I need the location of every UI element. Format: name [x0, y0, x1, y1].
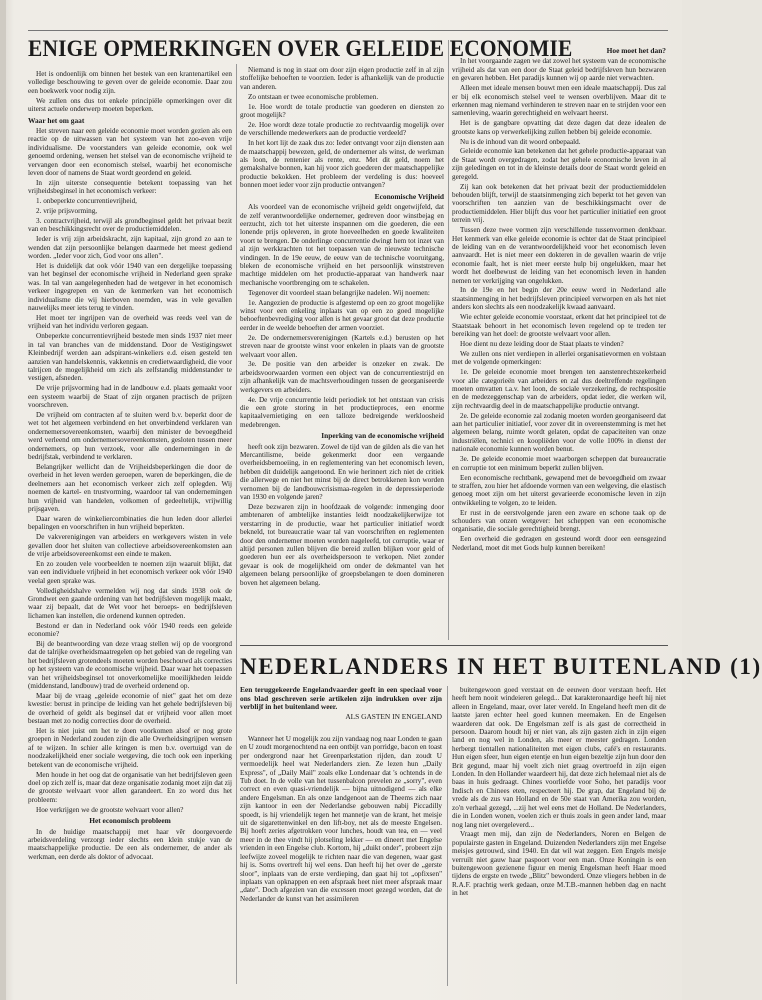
second-article-column-2 [452, 686, 666, 984]
paragraph: 3e. De positie van den arbeider is onzeker en zwak. De arbeidsvoorwaarden vormen een object van de concurrentiestrijd en zijn afhankelijk van de machtsverhoudingen tussen de georganiseerde werkgevers en arbeiders. [240, 360, 444, 394]
section-subheading: Economische Vrijheid [374, 191, 444, 201]
paragraph: Men houde in het oog dat de organisatie van het bedrijfsleven geen doel op zich zelf is, maar dat deze organisatie zodanig moet zijn dat zij de grootste welvaart voor allen garandeert. En zo word dus het probleem: [28, 770, 232, 804]
article-column-1 [28, 70, 232, 980]
paragraph: En zo zouden vele voorbeelden te noemen zijn waaruit blijkt, dat van een individuele vrijheid in het economisch verkeer ook vóór 1940 veelal geen sprake was. [28, 559, 232, 585]
paragraph: Een economische rechtbank, gewapend met de bevoegdheid om zwaar te straffen, zou hier het afdoende vormen van een welgeving, die elastisch genoeg moet zijn om het uiterst gevarieerde economische leven in zijn ontwikkeling te volgen, zo te leiden. [452, 473, 666, 507]
article-subhead: ALS GASTEN IN ENGELAND [345, 711, 442, 721]
article-column-3 [452, 44, 666, 646]
column-rule [236, 64, 237, 984]
paragraph: Wanneer het U mogelijk zou zijn vandaag nog naar Londen te gaan en U zoudt morgenochtend na een ontbijt van porridge, bacon en toast per ondergrond naar het Greenparkstation rijden, dan zoudt U vermoedelijk heel wat Nederlanders zien. Ze lezen hun „Daily Express", of „Daily Mail" zoals elke Londenaar dat 's ochtends in de Tub doet. In de volle van het tussenbalcon prevelen ze „sorry", even correct en even quasi-vriendelijk — bijna uitnodigend — als elke andere Engelsman. En als onze landgenoot aan de Theems zich naar zijn kantoor in een der Nederlandse gebouwen nabij Piccadilly spoedt, is hij vriendelijk tegen het mannetje van de krant, het meisje uit de sigarettenwinkel en den lift-boy, net als de meeste Engelsen. Bij hoeft zeries afgetrokken voor lunches, houdt van tea, en — veel meer in de thee vindt hij plotseling lekker — en dineert met Engelse vrienden in een Engelse club. Kortom, hij „duikt onder", probeert zijn leefwijze zoveel mogelijk te richten naar die van degenen, waar gast hij is. Soms overtreft hij wel eens. Dan heeft hij het over de „gerste sloor", inplaats van de erste verdieping, dan gaat hij tot „opfixsen" inplaats van opknappen en een afspraak heet niet meer afspraak maar „date". Doch afgezien van die excessen moet gezegd worden, dat de Nederlander de kunst van het assimileren [240, 735, 442, 903]
paragraph: In zijn uiterste consequentie betekent toepassing van het vrijheidsbeginsel in het economisch verkeer: [28, 178, 232, 196]
paragraph: In het kort lijt de zaak dus zo: Ieder ontvangt voor zijn diensten aan de maatschappij bewezen, geld, de ondernemer als winst, de werkman als loon, de rentenier als rente, enz. Met dit geld, noem het gemakshalve bonnen, kan hij voor zich goederen der maatschappelijke productie bekokken. Het probleem der verdeling is dus: hoeveel bonnen moet ieder voor zijn productie ontvangen? [240, 139, 444, 190]
paragraph: 2e. Hoe wordt deze totale productie zo rechtvaardig mogelijk over de verschillende medewerkers aan de productie verdeeld? [240, 120, 444, 138]
paragraph: Tussen deze twee vormen zijn verschillende tussenvormen denkbaar. Het kenmerk van elke geleide economie is echter dat de Staat principieel de leiding van en de verantwoordelijkheid voor het economisch leven aanvaardt. Het is niet meer een dokteren in de gevallen waarin de vrije economie faalt, het is niet meer eerste hulp bij ongelukken, maar het wordt het doelbewust de leiding van het economisch leven in handen nemen ter verkrijging van ongelukken. [452, 226, 666, 285]
paragraph: Zo ontstaan er twee economische problemen. [248, 92, 379, 101]
paragraph: We zullen ons niet verdiepen in allerlei organisatievormen en volstaan met de volgende opmerkingen: [452, 349, 666, 367]
section-subheading: Hoe moet het dan? [606, 46, 666, 55]
paragraph: Vraagt men mij, dan zijn de Nederlanders, Noren en Belgen de populairste gasten in Engeland. Duizenden Nederlanders zijn met Engelse meisjes getrouwd, sind 1940. En dat wil wat zeggen. Een Engels meisje verruilt niet gauw haar paspoort voor een man. Onze Koningin is een buitengewoon gezienene figuur en menig Engelsman heeft Haar moed tijdens de ergste en twede „Blitz" bewonderd. Onze vliegers hebben in de R.A.F. prachtig werk gedaan, onze M.T.B.-mannen hebben dag en nacht in het [452, 830, 666, 898]
paragraph: Volledigheidshalve vermelden wij nog dat sinds 1938 ook de Grondwet een gaande ordening van het bedrijfsleven mogelijk maakt, waar zij bepaalt, dat de Wet voor het beroeps- en bedrijfsleven lichamen kan instellen, die ordenend kunnen optreden. [28, 586, 232, 620]
paragraph: Nu is de inhoud van dit woord onbepaald. [460, 137, 581, 146]
paragraph: 4e. De vrije concurrentie leidt periodiek tot het ontstaan van crisis die een grote storing in het productieproces, een enorme kapitaalvernietiging en een talloze bedreigende werkloosheid medebrengen. [240, 395, 444, 429]
paragraph: 1. onbeperkte concurrentievrijheid, [36, 197, 137, 206]
top-rule [28, 30, 668, 31]
paragraph: Daar waren de winkeliercombinaties die hun leden door allerlei bepalingen en voorschriften in hun vrijheid beperkten. [28, 514, 232, 532]
paragraph: Het is niet juist om het te doen voorkomen alsof er nog grote groepen in Nederland zouden zijn die alle Overheidsingrijpen wensen af te wijzen. In schier alle kringen is men b.v. overtuigd van de noodzakelijkheid ener sociale wetgeving, die toch ook een inperking betekent van de economische vrijheid. [28, 727, 232, 769]
article-lead [240, 686, 442, 721]
paragraph: 2e. De ondernemersverenigingen (Kartels e.d.) berusten op het streven naar de grootste winst voor enkelen in plaats van de grootste welvaart voor allen. [240, 333, 444, 359]
paragraph: Onbeperkte concurrentievrijheid bestede men sinds 1937 niet meer in tal van branches van de middenstand. Door de Vestigingswet Kleinbedrijf werden aan adspirant-winkeliers e.d. eisen gesteld ten aanzien van handelskennis, vakkennis en credietwaardigheid, die voor talrijcen de mogelijkheid om zich als zelfstandig middenstander te vestigen, afsneden. [28, 332, 232, 383]
paragraph: 3e. De geleide economie moet waarborgen scheppen dat bureaucratie en corruptie tot een minimum beperkt zullen blijven. [452, 455, 666, 472]
paragraph: 1e. De geleide economie moet brengen ten aanstenrechtszekerheid voor alle categorieën van arbeiders en zal dus deeltreffende regelingen moeten omvatten t.a.v. het loon, de sociale verzekering, de rechtspositie en de medezeggenschap van de arbeiders, opdat ieder, die werken wil, zijn rechtvaardig deel in de maatschappelijke productie ontvangt. [452, 368, 666, 410]
paragraph: Het moet ter ingrijpen van de overheid was reeds veel van de vrijheid van het individu verloren gegaan. [28, 313, 232, 331]
paragraph: Geleide economie kan betekenen dat het gehele productie-apparaat van de Staat wordt overgedragen, zodat het gehele economische leven in al zijn geledingen en tot in de kleinste details door de Staat wordt geleid en geregeld. [452, 147, 666, 181]
paragraph: Belangrijker wellicht dan de Vrijheidsbeperkingen die door de overheid in het leven werden geroepen, waren de beperkingen, die de deelnemers aan het economisch verkeer zich zelf oplegden. Wij noemen de kartel- en trustvorming, waardoor tal van ondernemingen hun vrijheid van handelen, volkomen of gedeeltelijk, vrijwillig prijsgaven. [28, 462, 232, 513]
paragraph: In de huidige maatschappij met haar vêr doorgevoerde arbeidsverdeling verzorgt ieder slechts een klein stukje van de maatschappelijke productie. De een als ondernemer, de ander als werkman, een derde als doktor of advocaat. [28, 827, 232, 861]
paragraph: Het streven naar een geleide economie moet worden gezien als een reactie op de uitwassen van het systeem van het zoo-even vrije individualisme. De voorstanders van geleide economie, ook wel genoemd ordening, wensen het stelsel van de economische vrijheid te vervangen door een economisch stelsel, waarbij het economische leven door of namens de Staat wordt geordend en geleid. [28, 126, 232, 177]
paragraph: Hoe verkrijgen we de grootste welvaart voor allen? [36, 805, 184, 814]
paragraph: In de 19e en het begin der 20e eeuw werd in Nederland alle staatsinmenging in het bedrijfsleven principieel verworpen en als het niet anders kon slechts als een noodzakelijk kwaad aanvaard. [452, 286, 666, 312]
page-edge-shadow [0, 0, 6, 1000]
paragraph: Tegenover dit voordeel staan belangrijke nadelen. Wij noemen: [248, 288, 430, 297]
paragraph: 3. contractvrijheid, terwijl als grondbeginsel geldt het privaat bezit van en beschikkingsrecht over de productiemiddelen. [28, 217, 232, 234]
paragraph: Een overheid die gedragen en gesteund wordt door een eensgezind Nederland, moet dit met Gods hulp kunnen bereiken! [452, 535, 666, 552]
paragraph: 1e. Aangezien de productie is afgestemd op een zo groot mogelijke winst voor een enkeling inplaats van op een zo goed mogelijke behoeftenbevrediging voor allen is het gevaar groot dat deze productie eerder in de weelde behoeften der armen voorziet. [240, 298, 444, 332]
column-rule [448, 40, 449, 640]
paragraph: De vrijheid om contracten af te sluiten werd b.v. beperkt door de wet tot het algemeen verbindend en het onverbindend verklaren van ondernemersovereenkomsten, waarbij den minister de bevoegdheid werd verleend om ondernemersovereenkomsten, gesloten tussen meer ondernemers, op hun verzoek, voor alle ondernemingen in de bedrijfstak, verbindend te verklaren. [28, 410, 232, 461]
paragraph: Er rust in de eerstvolgende jaren een zware en schone taak op de schouders van onzen wetgever: het scheppen van een economische organisatie, die sociale gerechtigheid brengt. [452, 508, 666, 534]
article-column-2 [240, 66, 444, 636]
paragraph: Bij de beantwoording van deze vraag stellen wij op de voorgrond dat de talrijke overheidsmaatregelen op het gebied van de regeling van het bedrijfsleven grotendeels moeten worden beschouwd als correcties op het systeem van de economische vrijheid. Daar waar het toepassen van het vrijheidsbeginsel tot onoverkomelijke moeilijkheden leidde (middenstand, landbouw) trad de overheid ordenend op. [28, 640, 232, 691]
paragraph: Het is ondoenlijk om binnen het bestek van een krantenartikel een volledige beschouwing te geven over de geleide economie. Daar zou een boekwerk voor nodig zijn. [28, 70, 232, 95]
second-article-headline: NEDERLANDERS IN HET BUITENLAND (1) [240, 654, 762, 679]
section-subheading: Het economisch probleem [89, 816, 171, 826]
paragraph: heeft ook zijn bezwaren. Zowel de tijd van de gilden als die van het Mercantilisme, beide gekenmerkt door een vergaande overheidsbemoeiing, in en reglementering van het economisch leven, hebben dit duidelijk aangetoond. En wie herinnert zich niet de critiek die allerwege en niet het minst bij de direct betrokkenen kon worden vernomen bij de landbouwcrisismaa-regelen in de depressieperiode van 1930 en volgende jaren? [240, 442, 444, 501]
paragraph: buitengewoon goed verstaat en de eeuwen door verstaan heeft. Het heeft hem nooit windeieren gelegd... Dat karakteronaardige heeft hij niet alleen in Engeland, maar, over later vereld. In Engeland heeft men dit de laatste jaren echter heel goed kunnen meemaken. En de Engelsen waarderen dat ook. De Engelsman zelf is als gast de correctheid in persoon. Daarom houdt hij er niet van, als zijn gasten zich in zijn eigen land en nog wel in Londen, als meer er meester gedragen. Londen herbergt tientallen nationaliteiten met eigen clubs, café's en restaurants. Hun eigen sfeer, hun eigen etentje en hun eigen bezeltje zijn hun door den Brit gegund, maar hij voelt zich niet graag overtroefd in zijn eigen Londen. In den Hollander waardeert hij, dat deze zich helemaal niet als de baas in huis gedraagt. Chines voorliefde voor Soho, het paradijs voor Indisch en Chinees eten, respecteert hij. De grap, dat Engeland bij de vrede als de zus van Holland en de 50e staat van Amerika zou worden, zo'n verhaal gezegd, ...zij het wel eens met de Holland. De Nederlanders, die in Londen wonen, voelen zich er thuis zoals in geen ander land, maar nog lang niet overgeleverd... [452, 686, 666, 829]
paragraph: Bestond er dan in Nederland ook vóór 1940 reeds een geleide economie? [28, 621, 232, 639]
paragraph: Ieder is vrij zijn arbeidskracht, zijn kapitaal, zijn grond zo aan te wenden dat zijn persoonlijke belangen daarmede het meest gediend worden. „Ieder voor zich, God voor ons allen". [28, 235, 232, 261]
paragraph: We zullen ons dus tot enkele principiële opmerkingen over dit uiterst actuele onderwerp moeten beperken. [28, 96, 232, 114]
paragraph: Hoe dient nu deze leiding door de Staat plaats te vinden? [460, 339, 624, 348]
paragraph: Niemand is nog in staat om door zijn eigen productie zelf in al zijn stoffelijke behoeften te voorzien. Ieder is afhankelijk van de productie van anderen. [240, 66, 444, 91]
paragraph: Het is de gangbare opvatting dat deze dagen dat deze idealen de grootste kans op verwerkelijking zullen hebben bij geleide economie. [452, 119, 666, 136]
paragraph: Het is duidelijk dat ook vóór 1940 van een dergelijke toepassing van het beginsel der economische vrijheid in Nederland geen sprake was. In tal van aangelegenheden had de wetgever in het economisch verkeer ingegrepen en van de kenmerken van het economisch individualisme die wij hierboven noemden, was in vele gevallen nauwelijks meer iets terug te vinden. [28, 262, 232, 313]
paragraph: 2e. De geleide economie zal zodanig moeten worden georganiseerd dat aan het particulier initiatief, voor zover dit in overeenstemming is met het algemeen belang, ruimte wordt gelaten, opdat de capaciteiten van onze industriëlen, technici en koopliëden voor de volle 100% in dienst der nationale economie kunnen worden benut. [452, 411, 666, 454]
paragraph: Maar bij de vraag „geleide economie of niet" gaat het om deze kwestie: berust in principe de leiding van het gehele bedrijfsleven bij de overheid of geldt als beginsel dat er vrijheid voor allen moet bestaan met zo nodig correcties door de overheid. [28, 691, 232, 726]
lead-text: Een teruggekeerde Engelandvaarder geeft in een speciaal voor ons blad geschreven serie artikelen zijn indrukken over zijn verblijf in het buitenland weer. [240, 685, 442, 712]
paragraph: In het voorgaande zagen we dat zowel het systeem van de economische vrijheid als dat van een door de Staat geleid bedrijfsleven hun bezwaren en gevaren hebben. Het paradijs kunnen wij op aarde niet verwachten. [452, 57, 666, 83]
paragraph: De vakverenigingen van arbeiders en werkgevers wisten in vele gevallen door het sluiten van collectieve arbeidsovereenkomsten aan de vrije arbeidsovereenkomst een einde te maken. [28, 533, 232, 558]
paragraph: 2. vrije prijsvorming, [36, 207, 98, 216]
article-headline: ENIGE OPMERKINGEN OVER GELEIDE ECONOMIE [28, 36, 573, 61]
paragraph: Deze bezwaren zijn in hoofdzaak de volgende: inmenging door ambtenaren of ambtelijke instanties leidt noodzakelijkerwijze tot verstarring in de productie, waar het particulier initiatief wordt bekneld, tot bureaucratie waar tal van voorschriften en reglementen door den ondernemer moeten worden nageleefd, tot corruptie, waar er altijd personen zullen blijven die bereid zullen blijken voor geld of goederen hun eer als overheidspersoon te verkopen. Niet zonder gevaar is ook de mogelijkheid om onder de dekmantel van het algemeen belang persoonlijke of groepsbelangen te doen domineren boven het algemeen belang. [240, 502, 444, 587]
paragraph: Alleen met ideale mensen bouwt men een ideale maatschappij. Dus zal er bij elk economisch stelsel veel te wensen overblijven. Maar dit te erkennen mag niemand verhinderen te streven naar en te strijden voor een samenleving, waarin gerechtigheid en welvaart heerst. [452, 84, 666, 118]
paragraph: De vrije prijsvorming had in de landbouw e.d. plaats gemaakt voor een systeem waarbij de Staat of zijn organen practisch de prijzen voorschreven. [28, 384, 232, 410]
paragraph: 1e. Hoe wordt de totale productie van goederen en diensten zo groot mogelijk? [240, 102, 444, 120]
section-subheading: Inperking van de economische vrijheid [321, 431, 444, 441]
column-rule [447, 686, 448, 986]
second-article-column-1 [240, 735, 442, 985]
paragraph: Wie echter geleide economie voorstaat, erkent dat het principieel tot de Staatstaak behoort in het economisch leven regelend op te treden ter bereiking van het doel: de grootste welvaart voor allen. [452, 313, 666, 338]
section-subheading: Waar het om gaat [28, 115, 85, 125]
paragraph: Zij kan ook betekenen dat het privaat bezit der productiemiddelen behouden blijft, terwijl de staatsinmenging zich beperkt tot het geven van voorschriften ten aanzien van de beschikkingsmacht over de productiemiddelen. Hier blijft dus voor het particulier initiatief een groot terrein vrij. [452, 182, 666, 225]
paragraph: Als voordeel van de economische vrijheid geldt ongetwijfeld, dat de zelf verantwoordelijke ondernemer, gedreven door winstbejag en eerzucht, zich tot het uiterste inspannen om die goederen, die een lonende prijs opleveren, in grote hoeveelheden en goede kwaliteiten voort te brengen. De onderlinge concurrentie dwingt hem tot inzet van al zijn werkkrachten tot het toepassen van de nieuwste technische vindingen. In de 19e eeuw, de eeuw van de technische vooruitgang, bleken de economische vrijheid en het persoonlijk winststreven machtige middelen om het productie-apparaat van handwerk naar mechanische voortbrenging om te schakelen. [240, 203, 444, 287]
section-rule [240, 645, 668, 646]
